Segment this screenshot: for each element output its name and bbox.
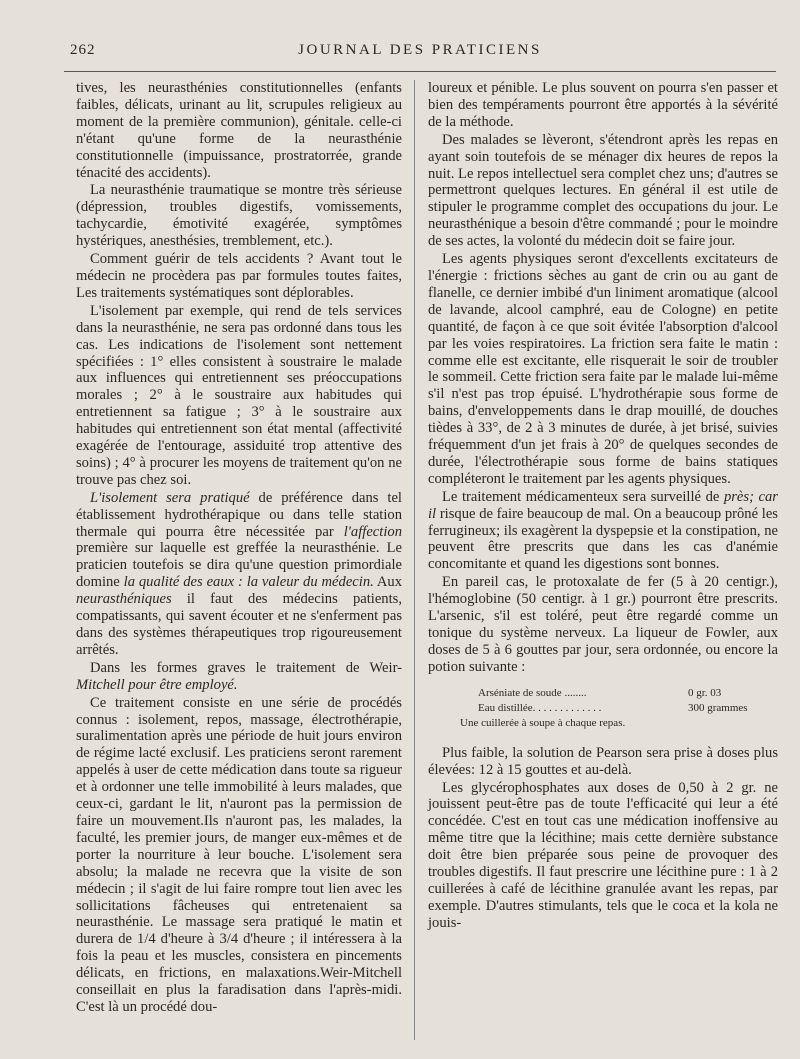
formula-instruction: Une cuillerée à soupe à chaque repas. <box>460 716 626 729</box>
journal-title: JOURNAL DES PRATICIENS <box>298 42 542 58</box>
paragraph: Ce traitement consiste en une série de procédés connus : isolement, repos, massage, électrothérapie, suralimentation après une période de huit jours environ de régime lacté exclusif. Les praticiens seront rarement appelés à user de cette médication dans toute sa rigueur et à ordonner une telle immobilité à leurs malades, que ceux-ci, gardant le lit, n'auront pas la permission de faire un mouvement.Ils n'auront pas, les malades, la faculté, les premier jours, de manger eux-mêmes et de porter la nourriture à leur bouche. L'isolement sera absolu; la malade ne recevra que la visite de son médecin ; il s'agit de lui faire rompre tout lien avec les sollicitations fâcheuses qui entretenaient sa neurasthénie. Le massage sera pratiqué le matin et durera de 1/4 d'heure à 3/4 d'heure ; il intéressera à la fois la peau et les muscles, consistera en pincements délicats, en frictions, en malaxations.Weir-Mitchell conseillait en plus la faradisation dans l'après-midi. C'est là un procédé dou- <box>76 694 402 1015</box>
text-run: première sur laquelle est greffée la neurasthénie. Le praticien toutefois se dira qu'une question primordiale domine <box>76 540 402 591</box>
formula-row <box>460 686 778 701</box>
italic-text: L'isolement sera pratiqué <box>90 489 250 506</box>
text-run: risque de faire beaucoup de mal. On a beaucoup prôné les ferrugineux; ils exagèrent la dyspepsie et la constipation, ne peuvent être prescrits que dans les cas d'anémie concomitante et quand les digestions sont bonnes. <box>428 505 778 573</box>
paragraph: tives, les neurasthénies constitutionnelles (enfants faibles, délicats, urinant au lit, scrupules religieux au moment de la première communion), génitale. celle-ci n'étant qu'une forme de la neurasthénie constitutionnelle (impuissance, prostratorrée, grande ténacité des accidents). <box>76 80 402 181</box>
italic-text: Mitchell pour être employé. <box>76 676 238 693</box>
text-run: de préférence dans tel établissement hydrothérapique ou dans telle station thermale qui pourra être nécessitée par <box>76 489 402 540</box>
header-rule <box>64 71 776 72</box>
paragraph: Comment guérir de tels accidents ? Avant tout le médecin ne procèdera pas par formules toutes faites, Les traitements systématiques sont déplorables. <box>76 251 402 301</box>
paragraph: La neurasthénie traumatique se montre très sérieuse (dépression, troubles digestifs, vomissements, tachycardie, émotivité exagérée, symptômes hystériques, anesthésies, tremblement, etc.). <box>76 182 402 250</box>
paragraph <box>428 489 778 574</box>
italic-text: près; car il <box>428 488 778 522</box>
paragraph: Plus faible, la solution de Pearson sera prise à doses plus élevées: 12 à 15 gouttes et au-delà. <box>428 744 778 778</box>
text-run: Le traitement médicamenteux sera surveillé de <box>442 488 724 505</box>
formula-ingredient: Eau distillée. . . . . . . . . . . . . <box>478 701 602 714</box>
prescription-formula <box>460 686 778 731</box>
paragraph <box>76 490 402 659</box>
left-column <box>76 80 402 1016</box>
italic-text: neurasthéniques <box>76 591 172 608</box>
formula-ingredient: Arséniate de soude ........ <box>478 686 587 699</box>
column-divider <box>414 80 415 1040</box>
text-run: il faut des médecins patients, compatissants, qui savent écouter et ne s'enferment pas dans des systèmes thérapeutiques trop rigoureusement arrêtés. <box>76 591 402 658</box>
italic-text: l'affection <box>343 523 402 540</box>
paragraph: Les agents physiques seront d'excellents excitateurs de l'énergie : frictions sèches au gant de crin ou au gant de flanelle, ce dernier imbibé d'un liniment aromatique (alcool de lavande, alcool camphré, eau de Cologne) en petite quantité, de façon à ce que soit évitée l'absorption d'alcool par les voies respiratoires. La friction sera faite le matin : comme elle est excitante, elle risquerait le soir de troubler le sommeil. Cette friction sera faite par le malade lui-même s'il n'est pas trop épuisé. L'hydrothérapie sous forme de bains, d'enveloppements dans le drap mouillé, de douches tièdes à 33°, de 2 à 3 minutes de durée, à jet brisé, suivies fréquemment d'un jet frais à 20° de quelques secondes de durée, l'électrothérapie sous forme de bains statiques compléteront le traitement par les agents physiques. <box>428 251 778 487</box>
paragraph: Des malades se lèveront, s'étendront après les repas en ayant soin toutefois de se ménager dix heures de repos la nuit. Le repos intellectuel sera complet chez uns; d'autres se permettront quelques lectures. En général il est utile de stipuler le programme complet des occupations du jour. Le neurasthénique a besoin d'être commandé ; pour le moindre de ses actes, la volonté du médecin doit se faire jour. <box>428 131 778 250</box>
text-run: Dans les formes graves le traitement de Weir- <box>90 659 402 676</box>
page-header <box>70 42 770 64</box>
formula-quantity: 300 grammes <box>688 701 748 714</box>
right-column <box>428 80 778 932</box>
paragraph: En pareil cas, le protoxalate de fer (5 à 20 centigr.), l'hémoglobine (50 centigr. à 1 gr.) pourront être prescrits. L'arsenic, s'il est toléré, peut être regardé comme un tonique du système nerveux. La liqueur de Fowler, aux doses de 5 à 6 gouttes par jour, sera ordonnée, ou encore la potion suivante : <box>428 574 778 675</box>
paragraph: loureux et pénible. Le plus souvent on pourra s'en passer et bien des tempéraments pourront être apportés à la sévérité de la méthode. <box>428 80 778 130</box>
formula-quantity: 0 gr. 03 <box>688 686 722 699</box>
text-run: Aux <box>373 574 402 591</box>
paragraph <box>76 660 402 694</box>
formula-row <box>460 701 778 716</box>
page-number: 262 <box>70 42 96 58</box>
paragraph: Les glycérophosphates aux doses de 0,50 à 2 gr. ne jouissent peut-être pas de toute l'efficacité qui leur a été concédée. C'est en tout cas une médication inoffensive au même titre que la lécithine; mais cette dernière substance doit être bien préparée sous peine de provoquer des troubles digestifs. Il faut prescrire une lécithine pure : 1 à 2 cuillerées à café de lécithine granulée avant les repas, par exemple. D'autres stimulants, tels que le coca et la kola ne jouis- <box>428 779 778 931</box>
italic-text: la qualité des eaux : la valeur du médecin. <box>123 574 374 591</box>
paragraph: L'isolement par exemple, qui rend de tels services dans la neurasthénie, ne sera pas ordonné dans tous les cas. Les indications de l'isolement sont nettement spécifiées : 1° elles consistent à soustraire le malade aux influences qui entretiennent ses préoccupations morales ; 2° à le soustraire aux habitudes qui entretiennent sa fatigue ; 3° à le soustraire aux habitudes qui entretiennent son état mental (affectivité exagérée de l'entourage, assiduité trop attentive des soins) ; 4° à procurer les moyens de traitement qu'on ne trouve pas chez soi. <box>76 302 402 488</box>
